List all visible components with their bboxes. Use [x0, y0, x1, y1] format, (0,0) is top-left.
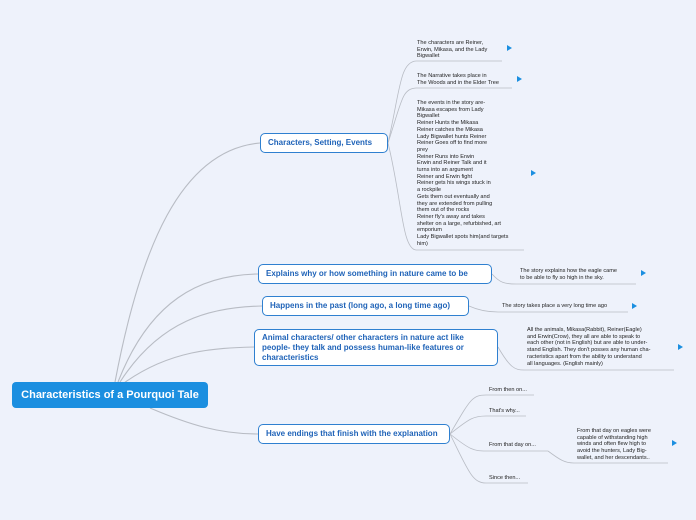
branch-endings[interactable]: Have endings that finish with the explanation [258, 424, 450, 444]
expand-arrow-icon[interactable] [531, 170, 536, 176]
root-topic[interactable]: Characteristics of a Pourquoi Tale [12, 382, 208, 408]
leaf-characters[interactable]: The characters are Reiner, Erwin, Mikasa, and the Lady Bigwallet [417, 40, 488, 60]
connector-root-characters [115, 143, 260, 382]
expand-arrow-icon[interactable] [641, 270, 646, 276]
connector-root-endings [150, 408, 258, 434]
leaf-setting[interactable]: The Narrative takes place in The Woods and in the Elder Tree [417, 73, 499, 86]
leaf-events[interactable]: The events in the story are- Mikasa escapes from Lady Bigwallet Reiner Hunts the Mikasa Reiner catches the Mikasa Lady Bigwallet hunts Reiner Reiner Goes off to find more prey Reiner Runs into Erwin Erwin and Reiner Talk and it turns into an argument Reiner and Erwin fight Reiner gets his wings stuck in a rockpile Gets them out eventually and they are extended from pulling them out of the rocks Reiner fly's away and takes shelter on a large, refurbished, art emporium Lady Bigwallet spots him(and targets him) [417, 100, 509, 247]
connector-root-explains [118, 274, 258, 382]
expand-arrow-icon[interactable] [507, 45, 512, 51]
branch-happens-in-past[interactable]: Happens in the past (long ago, a long time ago) [262, 296, 469, 316]
branch-characters-setting-events[interactable]: Characters, Setting, Events [260, 133, 388, 153]
leaf-ending-thats-why[interactable]: That's why... [489, 408, 520, 414]
expand-arrow-icon[interactable] [678, 344, 683, 350]
leaf-ending-from-then-on[interactable]: From then on... [489, 387, 527, 393]
expand-arrow-icon[interactable] [672, 440, 677, 446]
branch-animal-characters[interactable]: Animal characters/ other characters in nature act like people- they talk and possess human-like features or characteristics [254, 329, 498, 366]
leaf-past[interactable]: The story takes place a very long time ago [502, 303, 608, 309]
leaf-ending-from-that-day-on[interactable]: From that day on... [489, 442, 536, 448]
connector-endings-ending2 [450, 416, 526, 434]
expand-arrow-icon[interactable] [517, 76, 522, 82]
connector-root-past [120, 306, 262, 382]
leaf-ending-since-then[interactable]: Since then... [489, 475, 521, 481]
leaf-explains[interactable]: The story explains how the eagle came to be able to fly so high in the sky. [520, 268, 618, 281]
leaf-animal[interactable]: All the animals, Mikasa(Rabbit), Reiner(Eagle) and Erwin(Crow), they all are able to speak to each other (not in English) but are able to under- stand English. They don't posses any human cha- racteristics apart from the ability to understand all languages. (English mainly) [527, 327, 651, 367]
expand-arrow-icon[interactable] [632, 303, 637, 309]
leaf-ending-detail[interactable]: From that day on eagles were capable of withstanding high winds and often flew high to avoid the hunters, Lady Big- wallet, and her descendants.. [577, 428, 651, 461]
branch-explains-nature[interactable]: Explains why or how something in nature came to be [258, 264, 492, 284]
